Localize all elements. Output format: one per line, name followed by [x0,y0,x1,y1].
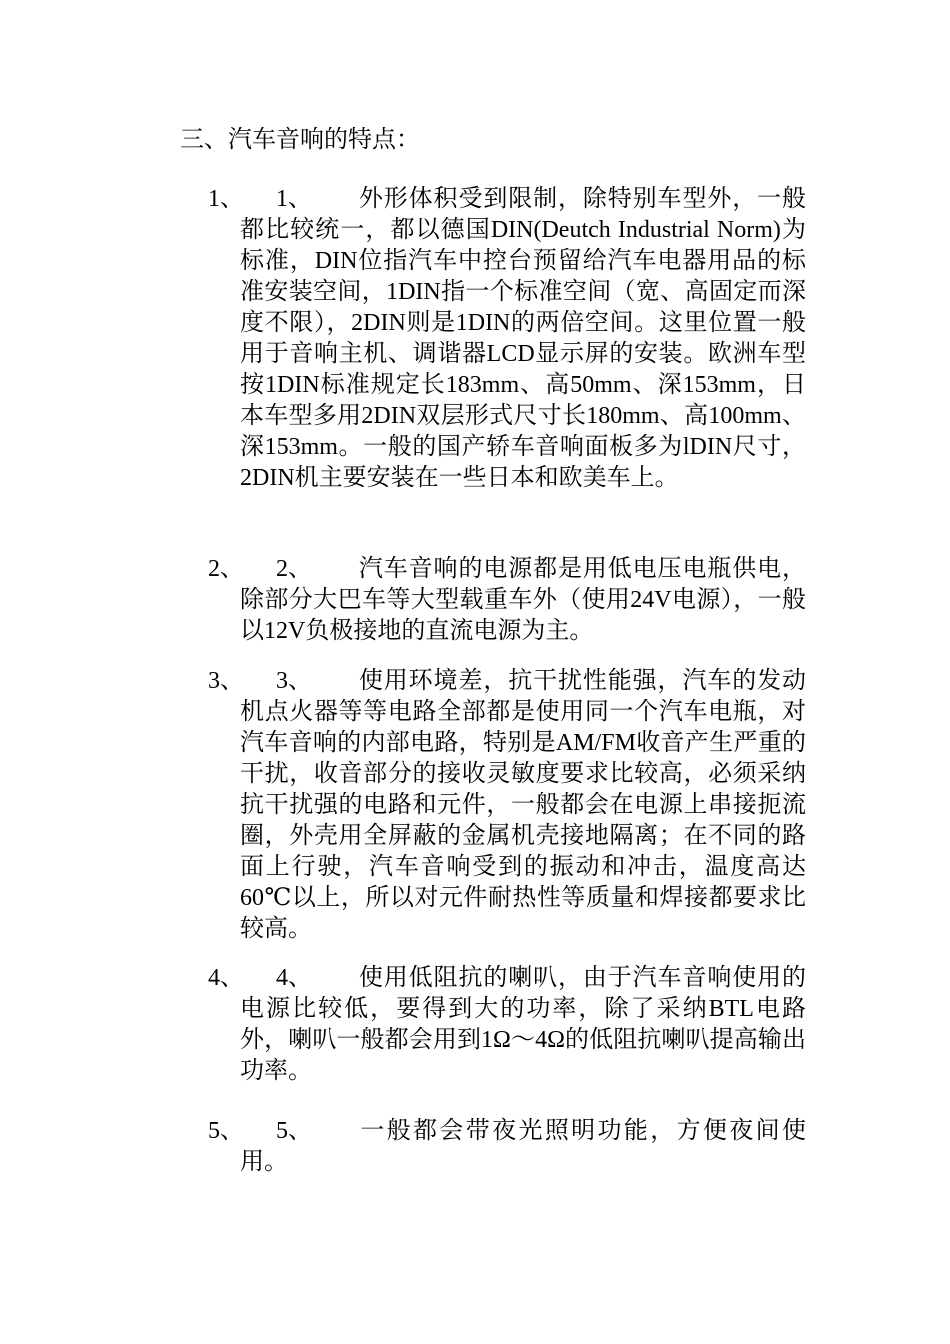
list-item-text: 使用低阻抗的喇叭，由于汽车音响使用的电源比较低，要得到大的功率，除了采纳BTL电路外，喇叭一般都会用到1Ω～4Ω的低阻抗喇叭提高输出功率。 [240,965,806,1084]
list-item-number: 3、 [208,668,244,694]
list-item-sub-number: 5、 [276,1118,312,1144]
list-item-text: 外形体积受到限制，除特别车型外，一般都比较统一，都以德国DIN(Deutch Industrial Norm)为标准，DIN位指汽车中控台预留给汽车电器用品的标准安装空间，1DIN指一个标准空间（宽、高固定而深度不限），2DIN则是1DIN的两倍空间。这里位置一般用于音响主机、调谐器LCD显示屏的安装。欧洲车型按1DIN标准规定长183mm、高50mm、深153mm，日本车型多用2DIN双层形式尺寸长180mm、高100mm、深153mm。一般的国产轿车音响面板多为lDIN尺寸，2DIN机主要安装在一些日本和欧美车上。 [240,186,806,491]
list-item-number: 5、 [208,1118,244,1144]
list-item [208,963,806,1087]
list-item-sub-number: 3、 [276,668,312,694]
list-item-number: 2、 [208,556,244,582]
list-item-body [240,554,806,647]
list-item-sub-number: 1、 [276,186,312,212]
list-item-body [240,1116,806,1178]
list-item-body [240,184,806,494]
list-item-body [240,666,806,945]
list-item [208,666,806,945]
list-item-sub-number: 2、 [276,556,312,582]
list-item-text: 使用环境差，抗干扰性能强，汽车的发动机点火器等等电路全部都是使用同一个汽车电瓶，对汽车音响的内部电路，特别是AM/FM收音产生严重的干扰，收音部分的接收灵敏度要求比较高，必须采纳抗干扰强的电路和元件，一般都会在电源上串接扼流圈，外壳用全屏蔽的金属机壳接地隔离；在不同的路面上行驶，汽车音响受到的振动和冲击，温度高达60℃以上，所以对元件耐热性等质量和焊接都要求比较高。 [240,668,806,942]
list-item-sub-number: 4、 [276,965,312,991]
list-item-number: 4、 [208,965,244,991]
list-item [208,1116,806,1178]
list-item [208,184,806,494]
list-item-text: 汽车音响的电源都是用低电压电瓶供电，除部分大巴车等大型载重车外（使用24V电源），一般以12V负极接地的直流电源为主。 [240,556,806,644]
list-item [208,554,806,647]
list-item-text: 一般都会带夜光照明功能，方便夜间使用。 [240,1118,806,1175]
section-heading: 三、汽车音响的特点： [180,127,420,153]
list-item-number: 1、 [208,186,244,212]
list-item-body [240,963,806,1087]
